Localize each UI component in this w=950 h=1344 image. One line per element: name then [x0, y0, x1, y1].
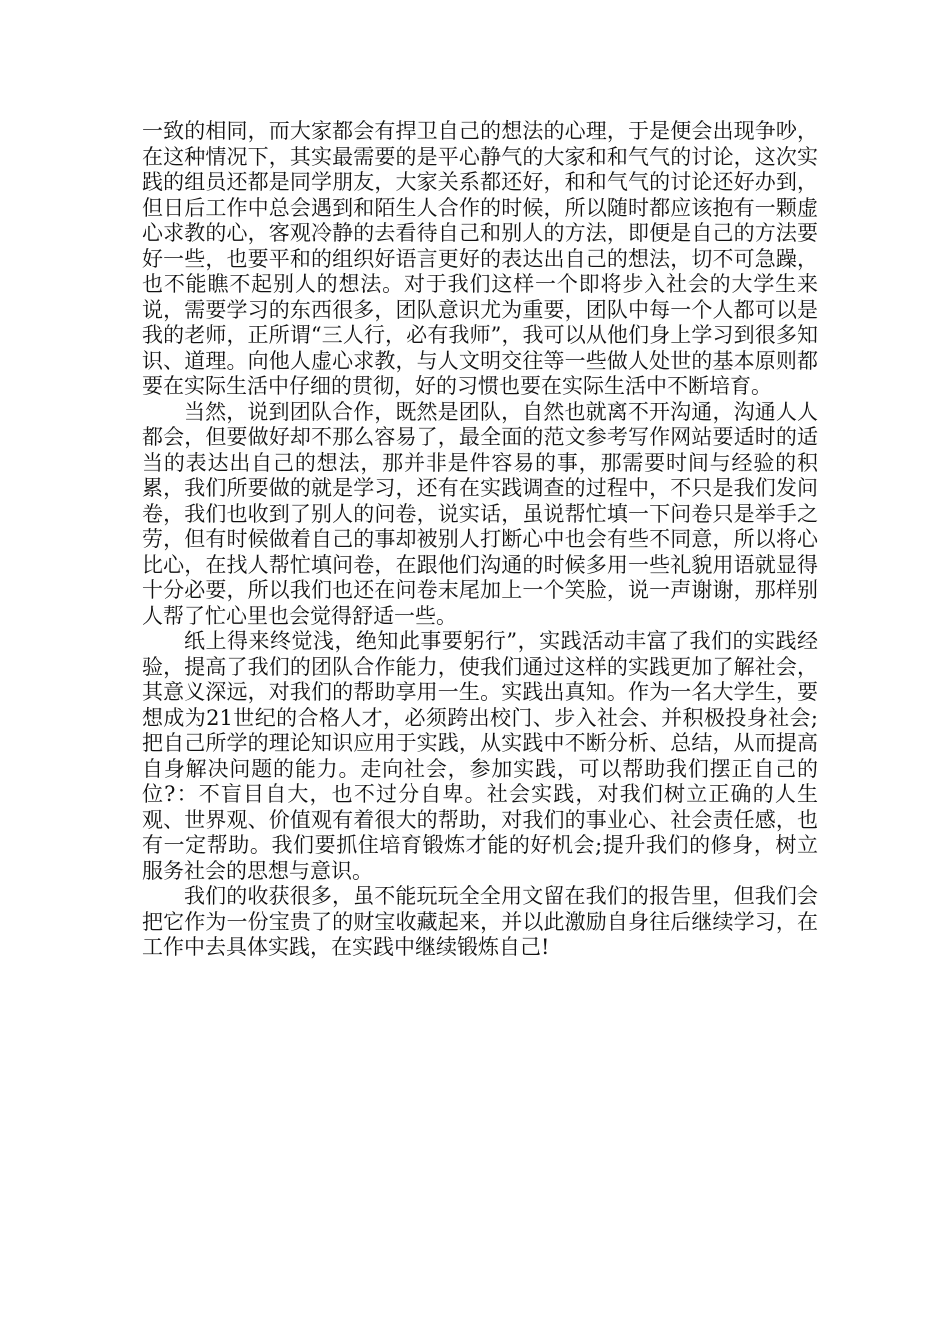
paragraph-3: 纸上得来终觉浅，绝知此事要躬行”，实践活动丰富了我们的实践经验，提高了我们的团队合作能力，使我们通过这样的实践更加了解社会，其意义深远，对我们的帮助享用一生。实践出真知。作为一名大学生，要想成为21世纪的合格人才，必须跨出校门、步入社会、并积极投身社会;把自己所学的理论知识应用于实践，从实践中不断分析、总结，从而提高自身解决问题的能力。走向社会，参加实践，可以帮助我们摆正自己的位?：不盲目自大，也不过分自卑。社会实践，对我们树立正确的人生观、世界观、价值观有着很大的帮助，对我们的事业心、社会责任感，也有一定帮助。我们要抓住培育锻炼才能的好机会;提升我们的修身，树立服务社会的思想与意识。 [142, 629, 818, 883]
paragraph-4: 我们的收获很多，虽不能玩玩全全用文留在我们的报告里，但我们会把它作为一份宝贵了的财宝收藏起来，并以此激励自身往后继续学习，在工作中去具体实践，在实践中继续锻炼自己! [142, 884, 818, 959]
paragraph-1: 一致的相同，而大家都会有捍卫自己的想法的心理，于是便会出现争吵，在这种情况下，其实最需要的是平心静气的大家和和气气的讨论，这次实践的组员还都是同学朋友，大家关系都还好，和和气气的讨论还好办到，但日后工作中总会遇到和陌生人合作的时候，所以随时都应该抱有一颗虚心求教的心，客观冷静的去看待自己和别人的方法，即便是自己的方法要好一些，也要平和的组织好语言更好的表达出自己的想法，切不可急躁，也不能瞧不起别人的想法。对于我们这样一个即将步入社会的大学生来说，需要学习的东西很多，团队意识尤为重要，团队中每一个人都可以是我的老师，正所谓“三人行，必有我师”，我可以从他们身上学习到很多知识、道理。向他人虚心求教，与人文明交往等一些做人处世的基本原则都要在实际生活中仔细的贯彻，好的习惯也要在实际生活中不断培育。 [142, 119, 818, 398]
document-body [142, 119, 818, 961]
paragraph-2: 当然，说到团队合作，既然是团队，自然也就离不开沟通，沟通人人都会，但要做好却不那么容易了，最全面的范文参考写作网站要适时的适当的表达出自己的想法，那并非是件容易的事，那需要时间与经验的积累，我们所要做的就是学习，还有在实践调查的过程中，不只是我们发问卷，我们也收到了别人的问卷，说实话，虽说帮忙填一下问卷只是举手之劳，但有时候做着自己的事却被别人打断心中也会有些不同意，所以将心比心，在找人帮忙填问卷，在跟他们沟通的时候多用一些礼貌用语就显得十分必要，所以我们也还在问卷末尾加上一个笑脸，说一声谢谢，那样别人帮了忙心里也会觉得舒适一些。 [142, 399, 818, 628]
